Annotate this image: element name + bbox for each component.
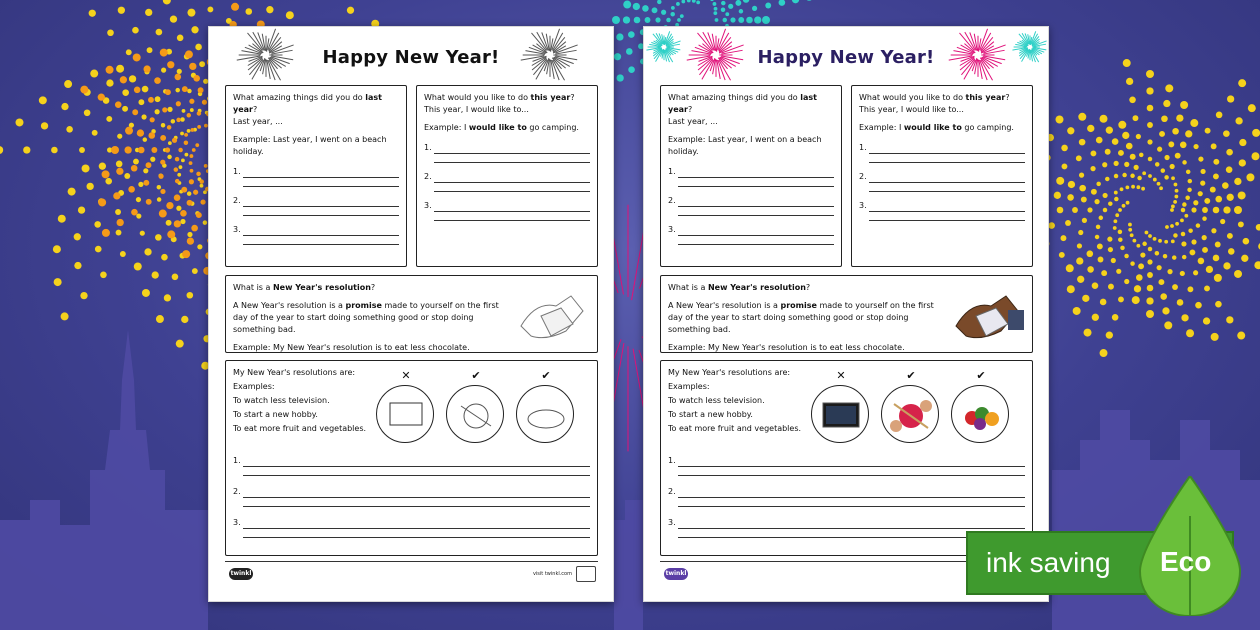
hands-promise-icon xyxy=(511,286,591,346)
answer-line[interactable]: 1. xyxy=(233,453,590,467)
vegetables-icon: ✔ xyxy=(951,385,1009,443)
my-resolutions-box: My New Year's resolutions are: Examples: To watch less television. To start a new hobby. To eat more fruit and vegetables. ✕ ✔ ✔ 1. 2. 3. xyxy=(660,360,1033,556)
answer-line[interactable]: 3. xyxy=(668,222,834,236)
resolution-definition-box: What is a New Year's resolution? A New Year's resolution is a promise made to yourself on the first day of the year to start doing something good or stop doing something bad. Example: My New Year's resolution is to eat less chocolate. xyxy=(225,275,598,353)
example-text: Example: I would like to go camping. xyxy=(424,123,579,132)
worksheet-bw xyxy=(208,26,614,602)
last-year-box: What amazing things did you do last year? Last year, ... Example: Last year, I went on a beach holiday. 1. 2. 3. xyxy=(660,85,842,267)
twinkl-logo: twinkl xyxy=(664,568,688,580)
answer-line[interactable]: 1. xyxy=(859,140,1025,154)
question-text: What amazing things did you do last year? Last year, ... xyxy=(233,93,382,126)
answer-line[interactable]: 3. xyxy=(233,222,399,236)
answer-line[interactable]: 2. xyxy=(233,193,399,207)
answer-line[interactable]: 2. xyxy=(668,193,834,207)
example-text: Example: Last year, I went on a beach holiday. xyxy=(233,135,387,156)
visit-link[interactable]: visit twinkl.com xyxy=(532,571,572,577)
this-year-box: What would you like to do this year? This year, I would like to... Example: I would like to go camping. 1. 2. 3. xyxy=(851,85,1033,267)
answer-line[interactable]: 2. xyxy=(859,169,1025,183)
answer-line[interactable]: 1. xyxy=(668,164,834,178)
knitting-icon: ✔ xyxy=(881,385,939,443)
answer-line[interactable]: 3. xyxy=(668,515,1025,529)
last-year-box xyxy=(225,85,407,267)
page-title: Happy New Year! xyxy=(757,47,935,68)
answer-line[interactable]: 1. xyxy=(424,140,590,154)
quality-stamp-icon xyxy=(576,566,596,582)
eco-label: Eco xyxy=(1160,546,1212,577)
resolution-definition-box: What is a New Year's resolution? A New Year's resolution is a promise made to yourself on the first day of the year to start doing something good or stop doing something bad. Example: My New Year's resolution is to eat less chocolate. xyxy=(660,275,1033,353)
footer xyxy=(225,561,598,581)
answer-line[interactable]: 3. xyxy=(859,198,1025,212)
question-text: What would you like to do this year? This year, I would like to... xyxy=(424,93,575,114)
my-resolutions-box: My New Year's resolutions are: Examples: To watch less television. To start a new hobby. To eat more fruit and vegetables. ✕ ✔ ✔ 1. 2. 3. xyxy=(225,360,598,556)
ink-saving-label: ink saving xyxy=(986,547,1111,578)
this-year-box xyxy=(416,85,598,267)
answer-line[interactable]: 2. xyxy=(424,169,590,183)
twinkl-logo: twinkl xyxy=(229,568,253,580)
answer-line[interactable]: 2. xyxy=(668,484,1025,498)
knitting-icon: ✔ xyxy=(446,385,504,443)
page-title: Happy New Year! xyxy=(322,47,500,68)
answer-line[interactable]: 3. xyxy=(424,198,590,212)
worksheet-color xyxy=(643,26,1049,602)
answer-line[interactable]: 3. xyxy=(233,515,590,529)
answer-line[interactable]: 1. xyxy=(233,164,399,178)
answer-line[interactable]: 1. xyxy=(668,453,1025,467)
television-icon: ✕ xyxy=(811,385,869,443)
television-icon: ✕ xyxy=(376,385,434,443)
vegetables-icon: ✔ xyxy=(516,385,574,443)
hands-promise-icon xyxy=(946,286,1026,346)
answer-line[interactable]: 2. xyxy=(233,484,590,498)
